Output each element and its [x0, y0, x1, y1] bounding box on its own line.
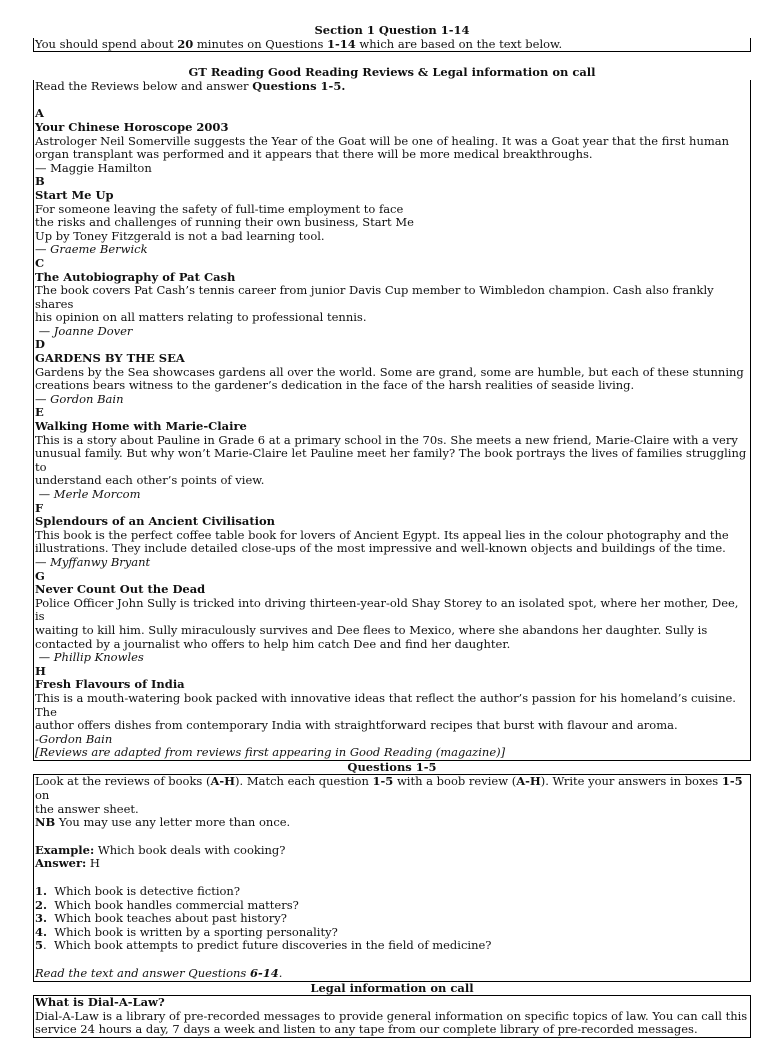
review-text-line: This is a story about Pauline in Grade 6 at a primary school in the 70s. She meets a new friend, Marie-Claire with a very [35, 432, 738, 447]
review-text-line: understand each other’s points of view. [35, 473, 265, 488]
instruction-range: 1-14 [327, 36, 356, 51]
question-number: 5 [35, 938, 44, 953]
review-item [35, 175, 749, 257]
question-text: . Which book attempts to predict future discoveries in the field of medicine? [43, 938, 492, 953]
review-title: The Autobiography of Pat Cash [35, 269, 236, 284]
review-author: — Phillip Knowles [35, 650, 144, 665]
review-text-line: For someone leaving the safety of full-time employment to face [35, 201, 404, 216]
questions-instruction: Look at the reviews of books (A-H). Match each question 1-5 with a boob review (A-H). Write your answers in boxes 1-5 on [35, 774, 743, 803]
source-note: [Reviews are adapted from reviews first appearing in Good Reading (magazine)] [35, 745, 506, 760]
review-item [35, 570, 749, 665]
review-text-line: Astrologer Neil Somerville suggests the Year of the Goat will be one of healing. It was a Goat year that the first human [35, 133, 730, 148]
review-text-line: creations bears witness to the gardener’s dedication in the face of the harsh realities of seaside living. [35, 378, 635, 393]
legal-text [35, 1010, 749, 1037]
question-number: 2. [35, 897, 48, 912]
question-number: 3. [35, 911, 48, 926]
questions-box [33, 774, 751, 981]
review-item [35, 257, 749, 339]
question-item [35, 885, 749, 899]
legal-text-line: Dial-A-Law is a library of pre-recorded messages to provide general information on specific topics of law. You can call this [35, 1008, 748, 1023]
review-letter: C [35, 255, 45, 270]
review-text-line: contacted by a journalist who offers to help him catch Dee and find her daughter. [35, 636, 511, 651]
review-text-line: unusual family. But why won’t Marie-Claire let Pauline meet her family? The book portrays the lives of families struggling to [35, 446, 747, 474]
passage-title: GT Reading Good Reading Reviews & Legal information on call [188, 65, 596, 80]
question-text: Which book is detective fiction? [47, 884, 240, 899]
example-answer: Answer: H [35, 856, 100, 871]
review-item [35, 502, 749, 570]
review-author: — Maggie Hamilton [35, 160, 152, 175]
legal-box [33, 995, 751, 1038]
reviews-list [35, 107, 749, 746]
review-text-line: Police Officer John Sully is tricked into driving thirteen-year-old Shay Storey to an isolated spot, where her mother, Dee, is [35, 595, 739, 624]
review-text-line: This book is the perfect coffee table book for lovers of Ancient Egypt. Its appeal lies in the colour photography and the [35, 527, 729, 542]
review-title: GARDENS BY THE SEA [35, 351, 185, 366]
legal-text-line: service 24 hours a day, 7 days a week and listen to any tape from our complete library of pre-recorded messages. [35, 1022, 698, 1037]
passage-intro: Read the Reviews below and answer Questions 1-5. [35, 78, 346, 93]
question-item [35, 926, 749, 940]
nb-note: NB You may use any letter more than once. [35, 815, 291, 830]
instruction-text: You should spend about [35, 36, 178, 51]
review-text-line: Gardens by the Sea showcases gardens all over the world. Some are grand, some are humble, but each of these stunning [35, 364, 744, 379]
review-text-line: the risks and challenges of running their own business, Start Me [35, 215, 414, 230]
review-author: — Gordon Bain [35, 391, 124, 406]
questions-instruction-line2: the answer sheet. [35, 801, 139, 816]
review-text-line: illustrations. They include detailed close-ups of the most impressive and well-known objects and buildings of the time. [35, 541, 726, 556]
reviews-box [33, 80, 751, 761]
review-text-line: The book covers Pat Cash’s tennis career from junior Davis Cup member to Wimbledon champion. Cash also frankly shares [35, 283, 714, 311]
review-letter: G [35, 568, 45, 583]
review-letter: B [35, 174, 45, 189]
question-list [35, 885, 749, 953]
example-question: Example: Which book deals with cooking? [35, 842, 286, 857]
question-number: 4. [35, 924, 48, 939]
review-title: Start Me Up [35, 187, 114, 202]
review-letter: D [35, 337, 45, 352]
document-page [33, 24, 751, 1038]
review-item [35, 338, 749, 406]
review-title: Walking Home with Marie-Claire [35, 419, 247, 434]
review-author: -Gordon Bain [35, 731, 113, 746]
review-text-line: Up by Toney Fitzgerald is not a bad learning tool. [35, 228, 325, 243]
question-text: Which book is written by a sporting personality? [47, 924, 338, 939]
question-item [35, 939, 749, 953]
review-item [35, 107, 749, 175]
question-item [35, 899, 749, 913]
review-letter: H [35, 663, 46, 678]
next-instruction: Read the text and answer Questions 6-14. [35, 966, 283, 980]
legal-title: Legal information on call [310, 980, 474, 995]
review-item [35, 406, 749, 501]
section-instruction-box [33, 38, 751, 53]
review-text-line: organ transplant was performed and it appears that there will be more medical breakthroughs. [35, 147, 593, 162]
review-title: Fresh Flavours of India [35, 677, 185, 692]
review-author: — Merle Morcom [35, 487, 141, 501]
question-text: Which book teaches about past history? [47, 911, 287, 926]
review-title: Splendours of an Ancient Civilisation [35, 514, 276, 529]
review-title: Never Count Out the Dead [35, 582, 206, 597]
legal-heading: What is Dial-A-Law? [35, 995, 165, 1010]
question-item [35, 912, 749, 926]
section-title: Section 1 Question 1-14 [314, 23, 470, 37]
question-number: 1. [35, 884, 48, 899]
review-author: — Joanne Dover [35, 323, 133, 338]
review-text-line: author offers dishes from contemporary India with straightforward recipes that burst with flavour and aroma. [35, 718, 678, 733]
question-text: Which book handles commercial matters? [47, 897, 299, 912]
review-letter: A [35, 106, 44, 121]
review-letter: E [35, 405, 44, 420]
review-text-line: waiting to kill him. Sully miraculously survives and Dee flees to Mexico, where she abandons her daughter. Sully is [35, 622, 708, 637]
review-text-line: his opinion on all matters relating to professional tennis. [35, 310, 367, 325]
instruction-text: minutes on Questions [193, 36, 327, 51]
review-text-line: This is a mouth-watering book packed with innovative ideas that reflect the author’s passion for his homeland’s cuisine. The [35, 690, 736, 719]
review-letter: F [35, 500, 44, 515]
review-title: Your Chinese Horoscope 2003 [35, 119, 229, 134]
questions-title: Questions 1-5 [347, 759, 437, 774]
instruction-text: which are based on the text below. [355, 36, 563, 51]
review-author: — Myffanwy Bryant [35, 554, 151, 569]
review-author: — Graeme Berwick [35, 242, 148, 257]
review-item [35, 665, 749, 747]
instruction-minutes: 20 [177, 36, 194, 51]
